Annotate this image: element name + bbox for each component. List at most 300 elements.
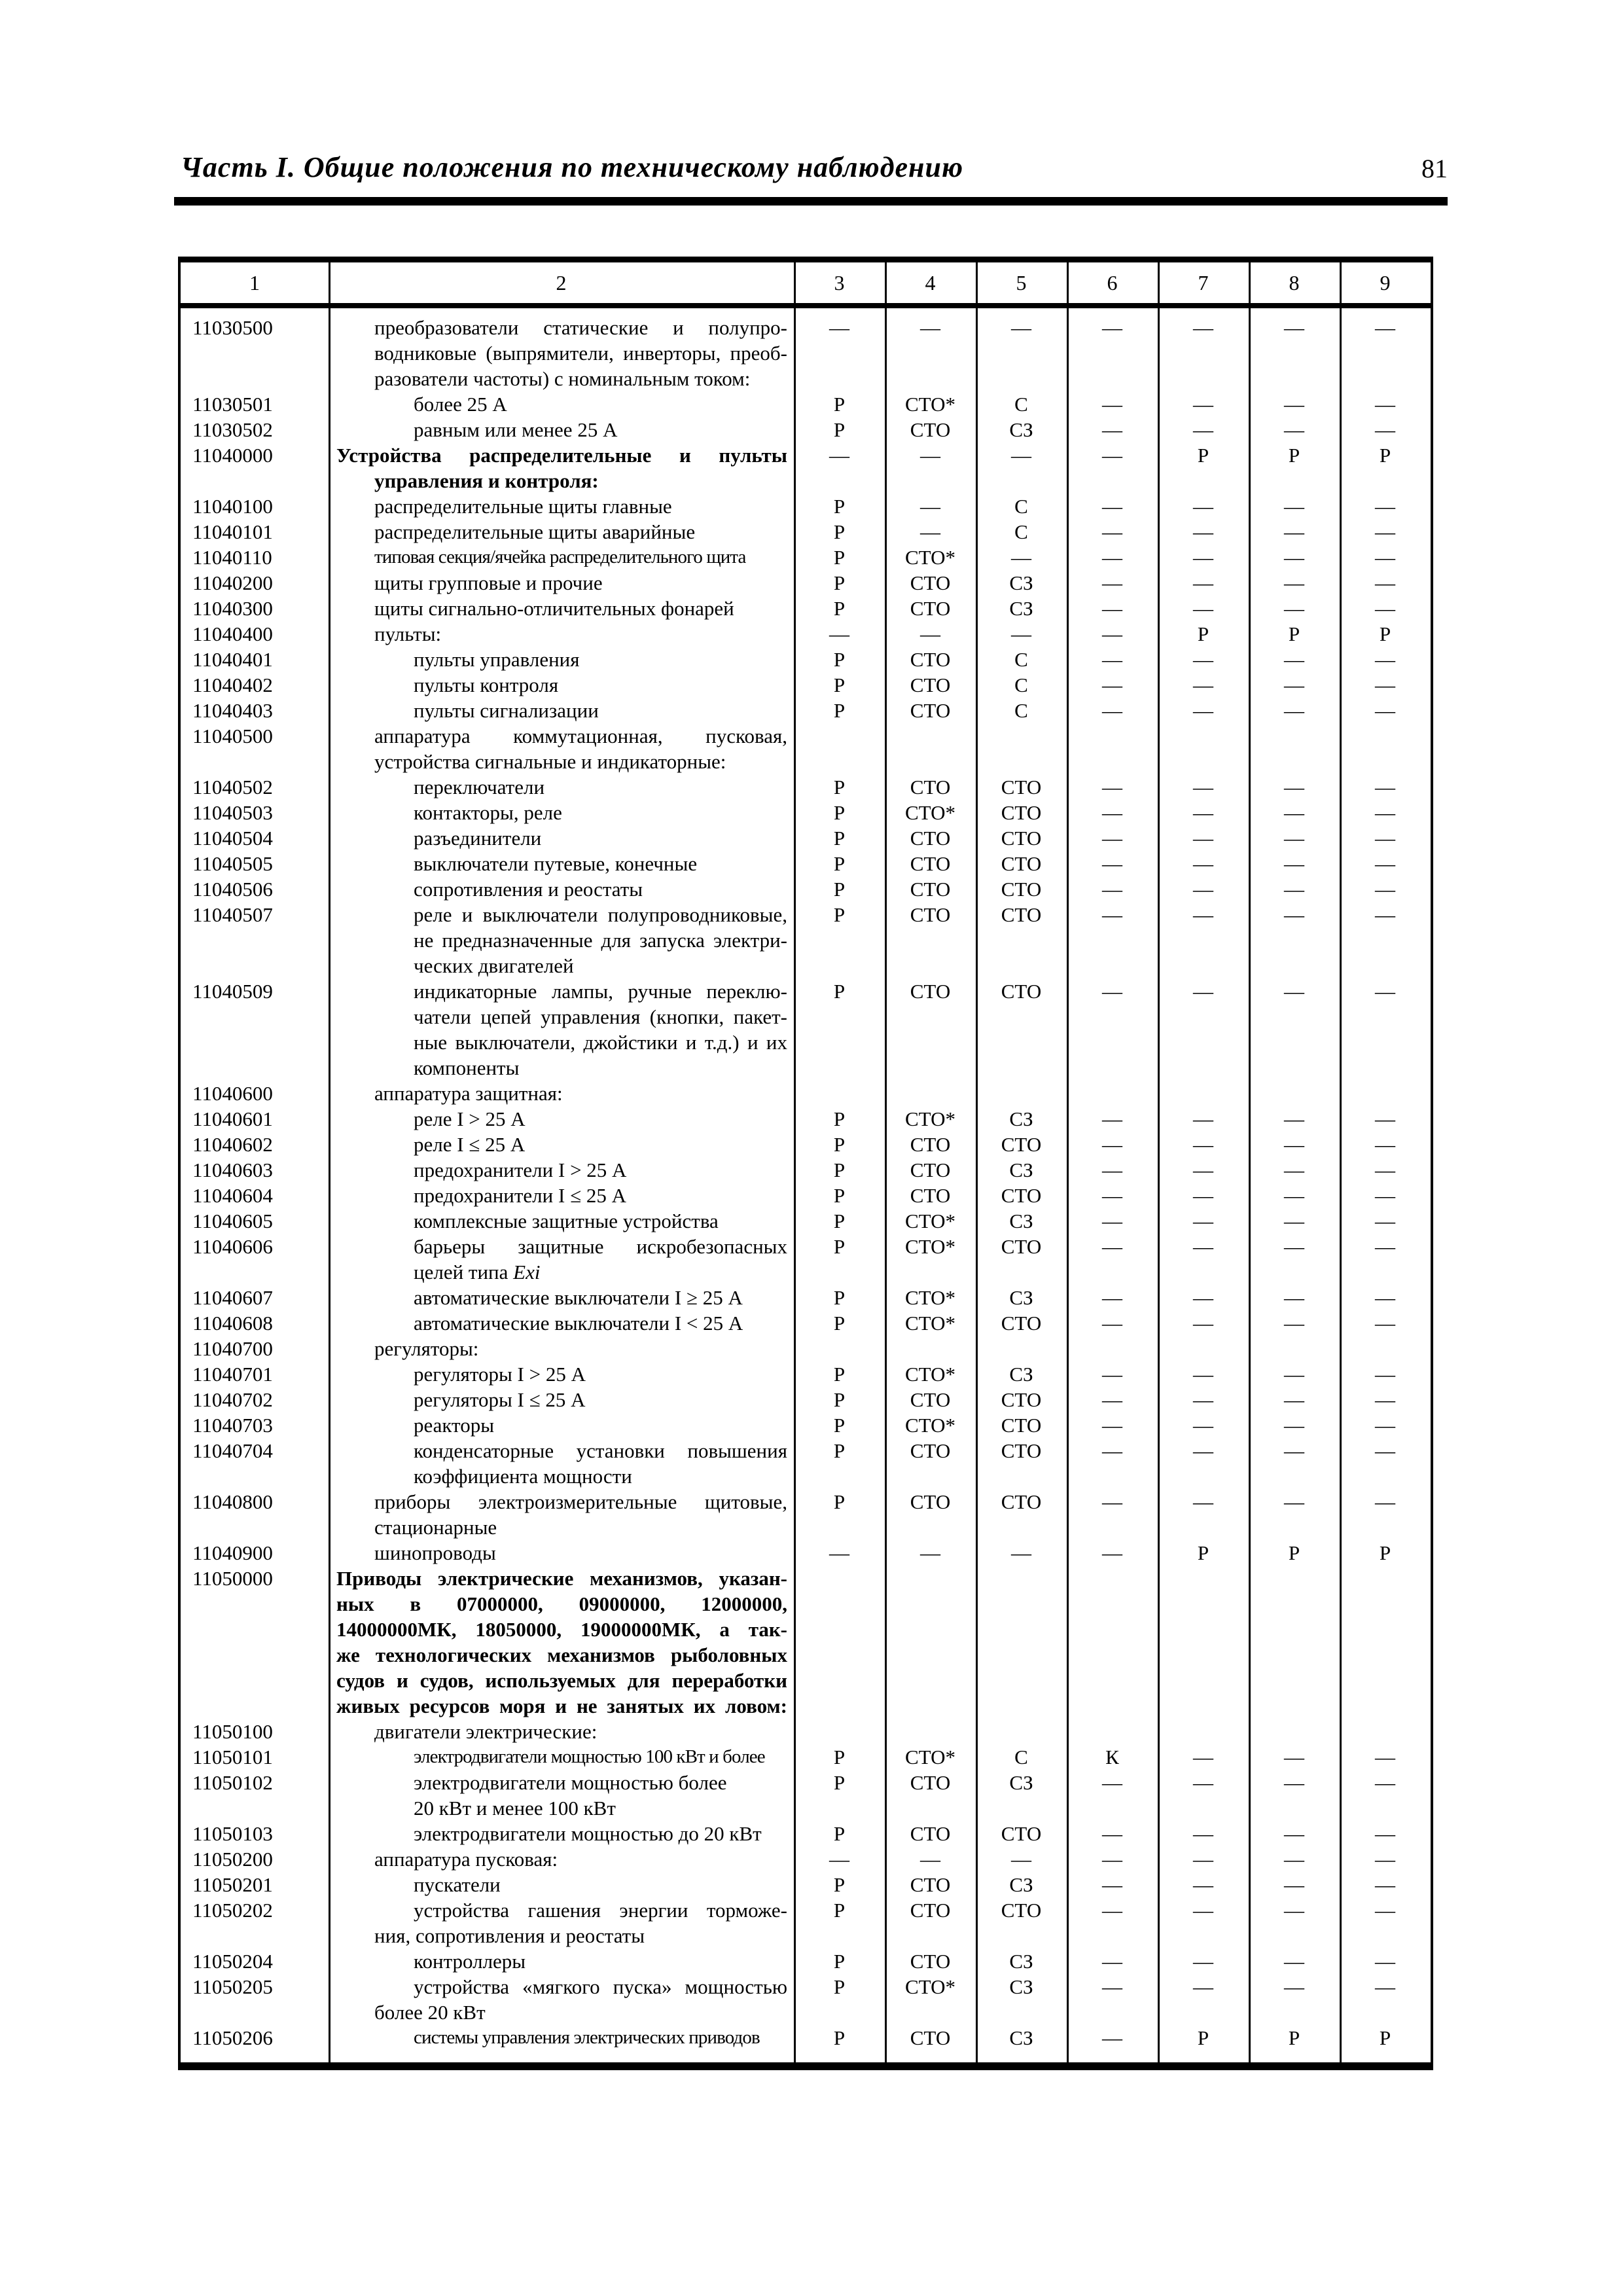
value-cell-col6: — [1102, 903, 1122, 926]
value-cell-col4 [885, 1081, 976, 1106]
value-cell-col8: — [1284, 1439, 1304, 1462]
description-line: автоматические выключатели I < 25 А [414, 1312, 743, 1335]
value-cell-col8: — [1284, 852, 1304, 875]
table-row [181, 1821, 1431, 1846]
row-description [329, 1872, 794, 1897]
value-cell-col6: — [1102, 776, 1122, 798]
description-line: автоматические выключатели I ≥ 25 А [414, 1286, 743, 1309]
value-cell-col4: СТО [910, 699, 951, 722]
value-cell-col3: Р [833, 1975, 846, 1998]
value-cell-col9: — [1375, 1771, 1395, 1794]
row-code: 11050200 [192, 1848, 273, 1871]
row-code: 11030500 [192, 316, 273, 339]
table-row [181, 442, 1431, 493]
value-cell-col9: — [1375, 1439, 1395, 1462]
value-cell-col9: — [1375, 1388, 1395, 1411]
description-line: 14000000МК, 18050000, 19000000МК, а так- [336, 1618, 787, 1641]
value-cell-col9: — [1375, 1873, 1395, 1896]
row-code: 11050000 [192, 1567, 273, 1590]
row-code: 11040606 [192, 1235, 273, 1258]
table-row [181, 2025, 1431, 2051]
value-cell-col3: Р [833, 597, 846, 620]
value-cell-col5: СЗ [1009, 1210, 1033, 1232]
value-cell-col9: — [1375, 316, 1395, 339]
value-cell-col8 [1249, 1566, 1340, 1719]
value-cell-col6: — [1102, 597, 1122, 620]
description-line: щиты сигнально-отличительных фонарей [374, 597, 734, 620]
value-cell-col5: СТО [1001, 801, 1042, 824]
row-code: 11040502 [192, 776, 273, 798]
description-line: управления и контроля: [374, 469, 599, 492]
value-cell-col9: — [1375, 1975, 1395, 1998]
table-row [181, 774, 1431, 800]
row-code: 11050100 [192, 1720, 273, 1743]
value-cell-col9 [1340, 1336, 1431, 1361]
value-cell-col5: С [1014, 648, 1028, 671]
table-row [181, 417, 1431, 442]
value-cell-col6: — [1102, 1541, 1122, 1564]
value-cell-col6: — [1102, 571, 1122, 594]
value-cell-col9: Р [1379, 444, 1391, 467]
header-cell: 4 [925, 271, 936, 295]
value-cell-col5: СТО [1001, 776, 1042, 798]
value-cell-col4: СТО [910, 648, 951, 671]
value-cell-col6: — [1102, 1210, 1122, 1232]
row-description [329, 1744, 794, 1770]
value-cell-col8: — [1284, 673, 1304, 696]
value-cell-col6: — [1102, 852, 1122, 875]
value-cell-col6: — [1102, 1158, 1122, 1181]
value-cell-col9: — [1375, 1158, 1395, 1181]
value-cell-col8: — [1284, 776, 1304, 798]
value-cell-col7: — [1193, 1873, 1213, 1896]
column-rule [1249, 262, 1251, 2062]
value-cell-col3: Р [833, 1363, 846, 1386]
value-cell-col6: — [1102, 1439, 1122, 1462]
value-cell-col4: СТО [910, 571, 951, 594]
value-cell-col5: СТО [1001, 980, 1042, 1003]
value-cell-col4 [885, 1566, 976, 1719]
value-cell-col6: — [1102, 1363, 1122, 1386]
row-description [329, 647, 794, 672]
value-cell-col9: — [1375, 1184, 1395, 1207]
header-cell: 8 [1289, 271, 1300, 295]
value-cell-col9: — [1375, 1133, 1395, 1156]
value-cell-col5: СЗ [1009, 1158, 1033, 1181]
value-cell-col4: СТО [910, 878, 951, 901]
value-cell-col6: — [1102, 495, 1122, 518]
value-cell-col7 [1158, 1081, 1249, 1106]
value-cell-col6 [1067, 1719, 1158, 1744]
value-cell-col9: — [1375, 1822, 1395, 1845]
value-cell-col6: — [1102, 1414, 1122, 1437]
header-cell: 2 [556, 271, 567, 295]
value-cell-col4: — [920, 1541, 940, 1564]
value-cell-col9 [1340, 1081, 1431, 1106]
value-cell-col8 [1249, 1719, 1340, 1744]
description-line: барьеры защитные искробезопасных [414, 1235, 787, 1258]
row-description [329, 978, 794, 1081]
value-cell-col9: — [1375, 495, 1395, 518]
value-cell-col7: — [1193, 597, 1213, 620]
row-code: 11040504 [192, 827, 273, 850]
value-cell-col5: СТО [1001, 1439, 1042, 1462]
table-row [181, 1132, 1431, 1157]
value-cell-col9: — [1375, 852, 1395, 875]
row-code: 11050204 [192, 1950, 273, 1973]
row-description [329, 1361, 794, 1387]
value-cell-col3: — [829, 444, 849, 467]
row-code: 11050202 [192, 1899, 273, 1922]
value-cell-col3: Р [833, 1490, 846, 1513]
value-cell-col9: — [1375, 546, 1395, 569]
value-cell-col6: — [1102, 1235, 1122, 1258]
row-description [329, 315, 794, 391]
description-line: электродвигатели мощностью 100 кВт и более [414, 1746, 765, 1767]
description-line: ные выключатели, джойстики и т.д.) и их [414, 1031, 787, 1054]
value-cell-col7: — [1193, 827, 1213, 850]
table-row [181, 621, 1431, 647]
value-cell-col4: СТО [910, 980, 951, 1003]
row-description [329, 1770, 794, 1821]
value-cell-col6: — [1102, 546, 1122, 569]
value-cell-col5: СТО [1001, 903, 1042, 926]
row-description [329, 570, 794, 596]
value-cell-col7: — [1193, 1848, 1213, 1871]
description-line: предохранители I > 25 А [414, 1158, 627, 1181]
value-cell-col3: — [829, 1541, 849, 1564]
description-line: ческих двигателей [414, 954, 574, 977]
value-cell-col3: Р [833, 571, 846, 594]
value-cell-col9: — [1375, 1107, 1395, 1130]
description-line: 20 кВт и менее 100 кВт [414, 1797, 616, 1820]
description-line: комплексные защитные устройства [414, 1210, 719, 1232]
value-cell-col4: СТО* [904, 1210, 956, 1232]
value-cell-col5 [976, 1719, 1067, 1744]
value-cell-col6: — [1102, 1873, 1122, 1896]
row-code: 11040603 [192, 1158, 273, 1181]
supervision-table [178, 257, 1433, 2070]
row-description [329, 1974, 794, 2025]
value-cell-col3: Р [833, 1873, 846, 1896]
title-rule [174, 197, 1448, 206]
value-cell-col3: Р [833, 1388, 846, 1411]
value-cell-col7 [1158, 723, 1249, 774]
value-cell-col6: — [1102, 1822, 1122, 1845]
value-cell-col8 [1249, 1081, 1340, 1106]
description-line: пульты сигнализации [414, 699, 599, 722]
value-cell-col6: — [1102, 878, 1122, 901]
value-cell-col9: — [1375, 1899, 1395, 1922]
value-cell-col5: СЗ [1009, 2026, 1033, 2049]
row-description [329, 774, 794, 800]
value-cell-col4: СТО* [904, 1363, 956, 1386]
value-cell-col5 [976, 1566, 1067, 1719]
row-description [329, 545, 794, 570]
description-line: более 25 А [414, 393, 507, 416]
table-row [181, 1489, 1431, 1540]
row-description [329, 1540, 794, 1566]
table-row [181, 545, 1431, 570]
value-cell-col4: СТО* [904, 1312, 956, 1335]
value-cell-col9 [1340, 1719, 1431, 1744]
value-cell-col9: — [1375, 1950, 1395, 1973]
row-code: 11040509 [192, 980, 273, 1003]
value-cell-col7 [1158, 1336, 1249, 1361]
value-cell-col5: СЗ [1009, 1975, 1033, 1998]
row-code: 11040702 [192, 1388, 273, 1411]
description-line: разъединители [414, 827, 542, 850]
row-code: 11040600 [192, 1082, 273, 1105]
column-rule [794, 262, 796, 2062]
value-cell-col3 [794, 723, 885, 774]
value-cell-col7: — [1193, 520, 1213, 543]
row-description [329, 698, 794, 723]
row-code: 11040607 [192, 1286, 273, 1309]
table-row [181, 570, 1431, 596]
description-line: контроллеры [414, 1950, 526, 1973]
value-cell-col9: — [1375, 878, 1395, 901]
value-cell-col9: — [1375, 1312, 1395, 1335]
description-line: аппаратура защитная: [374, 1082, 563, 1105]
description-line: устройства сигнальные и индикаторные: [374, 750, 726, 773]
value-cell-col7: — [1193, 852, 1213, 875]
value-cell-col5: С [1014, 520, 1028, 543]
value-cell-col3: Р [833, 1210, 846, 1232]
description-line: равным или менее 25 А [414, 418, 618, 441]
value-cell-col3: Р [833, 699, 846, 722]
description-line: переключатели [414, 776, 545, 798]
value-cell-col7 [1158, 1719, 1249, 1744]
row-description [329, 1566, 794, 1719]
value-cell-col9: — [1375, 418, 1395, 441]
value-cell-col4: СТО [910, 418, 951, 441]
value-cell-col9: Р [1379, 622, 1391, 645]
row-code: 11040703 [192, 1414, 273, 1437]
value-cell-col3 [794, 1719, 885, 1744]
row-code: 11040605 [192, 1210, 273, 1232]
value-cell-col4: СТО [910, 1388, 951, 1411]
value-cell-col6: — [1102, 1771, 1122, 1794]
value-cell-col6 [1067, 1081, 1158, 1106]
row-description [329, 493, 794, 519]
value-cell-col9: — [1375, 801, 1395, 824]
value-cell-col8: — [1284, 1490, 1304, 1513]
value-cell-col8: — [1284, 520, 1304, 543]
description-line: щиты групповые и прочие [374, 571, 603, 594]
value-cell-col5: СТО [1001, 1414, 1042, 1437]
value-cell-col7: — [1193, 1771, 1213, 1794]
value-cell-col4: СТО* [904, 801, 956, 824]
description-line: же технологических механизмов рыболовных [336, 1643, 787, 1666]
value-cell-col7: Р [1197, 2026, 1209, 2049]
description-line: реакторы [414, 1414, 495, 1437]
description-line: целей типа Exi [414, 1261, 541, 1283]
value-cell-col4: — [920, 622, 940, 645]
value-cell-col8: — [1284, 1158, 1304, 1181]
value-cell-col8: Р [1288, 444, 1300, 467]
value-cell-col7: — [1193, 393, 1213, 416]
value-cell-col3: Р [833, 546, 846, 569]
table-row [181, 825, 1431, 851]
description-line: аппаратура коммутационная, пусковая, [374, 725, 787, 747]
table-row [181, 1719, 1431, 1744]
header-cell: 5 [1016, 271, 1027, 295]
value-cell-col5 [976, 1336, 1067, 1361]
value-cell-col5: СТО [1001, 1822, 1042, 1845]
value-cell-col5: СЗ [1009, 1363, 1033, 1386]
description-line: сопротивления и реостаты [414, 878, 643, 901]
value-cell-col3: Р [833, 1158, 846, 1181]
table-row [181, 1438, 1431, 1489]
row-description [329, 1489, 794, 1540]
table-header-row [181, 262, 1431, 308]
row-description [329, 621, 794, 647]
description-line: конденсаторные установки повышения [414, 1439, 787, 1462]
row-description [329, 1157, 794, 1183]
table-row [181, 1234, 1431, 1285]
row-description [329, 851, 794, 876]
row-description [329, 723, 794, 774]
value-cell-col4: СТО [910, 776, 951, 798]
value-cell-col4: СТО* [904, 1975, 956, 1998]
italic-term: Exi [513, 1261, 541, 1283]
value-cell-col5: СТО [1001, 1235, 1042, 1258]
value-cell-col8: — [1284, 571, 1304, 594]
table-row [181, 1744, 1431, 1770]
row-description [329, 1183, 794, 1208]
value-cell-col5: — [1011, 1541, 1031, 1564]
row-description [329, 876, 794, 902]
value-cell-col8: — [1284, 980, 1304, 1003]
value-cell-col8: — [1284, 648, 1304, 671]
value-cell-col6: — [1102, 1107, 1122, 1130]
value-cell-col6: — [1102, 1899, 1122, 1922]
value-cell-col4: СТО [910, 673, 951, 696]
table-row [181, 902, 1431, 978]
value-cell-col6: — [1102, 1312, 1122, 1335]
value-cell-col5: — [1011, 622, 1031, 645]
description-line: распределительные щиты аварийные [374, 520, 696, 543]
value-cell-col4 [885, 723, 976, 774]
value-cell-col7: — [1193, 1414, 1213, 1437]
description-line: стационарные [374, 1516, 497, 1539]
description-line: распределительные щиты главные [374, 495, 672, 518]
value-cell-col7: — [1193, 1286, 1213, 1309]
header-cell: 9 [1380, 271, 1391, 295]
column-rule [1067, 262, 1069, 2062]
value-cell-col8: — [1284, 316, 1304, 339]
row-code: 11040505 [192, 852, 273, 875]
value-cell-col6 [1067, 1336, 1158, 1361]
table-row [181, 1387, 1431, 1412]
value-cell-col9: — [1375, 520, 1395, 543]
value-cell-col7: — [1193, 546, 1213, 569]
row-description [329, 1285, 794, 1310]
value-cell-col4: — [920, 520, 940, 543]
table-row [181, 647, 1431, 672]
row-description [329, 672, 794, 698]
row-code: 11040602 [192, 1133, 273, 1156]
value-cell-col9: — [1375, 673, 1395, 696]
value-cell-col4: СТО [910, 852, 951, 875]
value-cell-col7: Р [1197, 444, 1209, 467]
table-row [181, 519, 1431, 545]
value-cell-col7: — [1193, 1312, 1213, 1335]
value-cell-col7: — [1193, 1950, 1213, 1973]
value-cell-col7: — [1193, 801, 1213, 824]
value-cell-col3: Р [833, 827, 846, 850]
value-cell-col4: — [920, 444, 940, 467]
description-line: судов и судов, используемых для переработки [336, 1669, 787, 1692]
value-cell-col7: — [1193, 1490, 1213, 1513]
value-cell-col5: С [1014, 393, 1028, 416]
value-cell-col4 [885, 1719, 976, 1744]
value-cell-col8: — [1284, 546, 1304, 569]
value-cell-col4: СТО [910, 1822, 951, 1845]
row-code: 11040507 [192, 903, 273, 926]
value-cell-col4: — [920, 495, 940, 518]
row-code: 11040403 [192, 699, 273, 722]
table-row [181, 1872, 1431, 1897]
value-cell-col6: — [1102, 801, 1122, 824]
value-cell-col3: Р [833, 1312, 846, 1335]
description-line: пульты управления [414, 648, 580, 671]
column-rule [976, 262, 978, 2062]
value-cell-col6: — [1102, 1388, 1122, 1411]
value-cell-col7: — [1193, 1746, 1213, 1768]
value-cell-col6: — [1102, 1848, 1122, 1871]
value-cell-col9: — [1375, 980, 1395, 1003]
value-cell-col8: — [1284, 1235, 1304, 1258]
value-cell-col5: — [1011, 546, 1031, 569]
row-code: 11050102 [192, 1771, 273, 1794]
description-line: реле и выключатели полупроводниковые, [414, 903, 787, 926]
value-cell-col9: — [1375, 393, 1395, 416]
description-line: более 20 кВт [374, 2001, 486, 2024]
page-number: 81 [1421, 154, 1448, 183]
value-cell-col3: Р [833, 852, 846, 875]
row-description [329, 1234, 794, 1285]
table-row [181, 1948, 1431, 1974]
value-cell-col5: С [1014, 495, 1028, 518]
value-cell-col3: Р [833, 1439, 846, 1462]
value-cell-col7 [1158, 1566, 1249, 1719]
value-cell-col9: — [1375, 776, 1395, 798]
row-code: 11040900 [192, 1541, 273, 1564]
value-cell-col7: — [1193, 1184, 1213, 1207]
value-cell-col9 [1340, 1566, 1431, 1719]
value-cell-col9: — [1375, 1286, 1395, 1309]
value-cell-col7: — [1193, 1158, 1213, 1181]
value-cell-col3: Р [833, 1235, 846, 1258]
value-cell-col7: — [1193, 903, 1213, 926]
value-cell-col8: — [1284, 878, 1304, 901]
value-cell-col8: — [1284, 1312, 1304, 1335]
value-cell-col7: — [1193, 980, 1213, 1003]
description-line: предохранители I ≤ 25 А [414, 1184, 626, 1207]
row-code: 11050205 [192, 1975, 273, 1998]
description-line: аппаратура пусковая: [374, 1848, 558, 1871]
value-cell-col9: — [1375, 699, 1395, 722]
row-description [329, 519, 794, 545]
table-row [181, 1846, 1431, 1872]
value-cell-col6: — [1102, 1133, 1122, 1156]
description-line: Устройства распределительные и пульты [336, 444, 787, 467]
row-description [329, 442, 794, 493]
row-description [329, 800, 794, 825]
value-cell-col3: Р [833, 1107, 846, 1130]
